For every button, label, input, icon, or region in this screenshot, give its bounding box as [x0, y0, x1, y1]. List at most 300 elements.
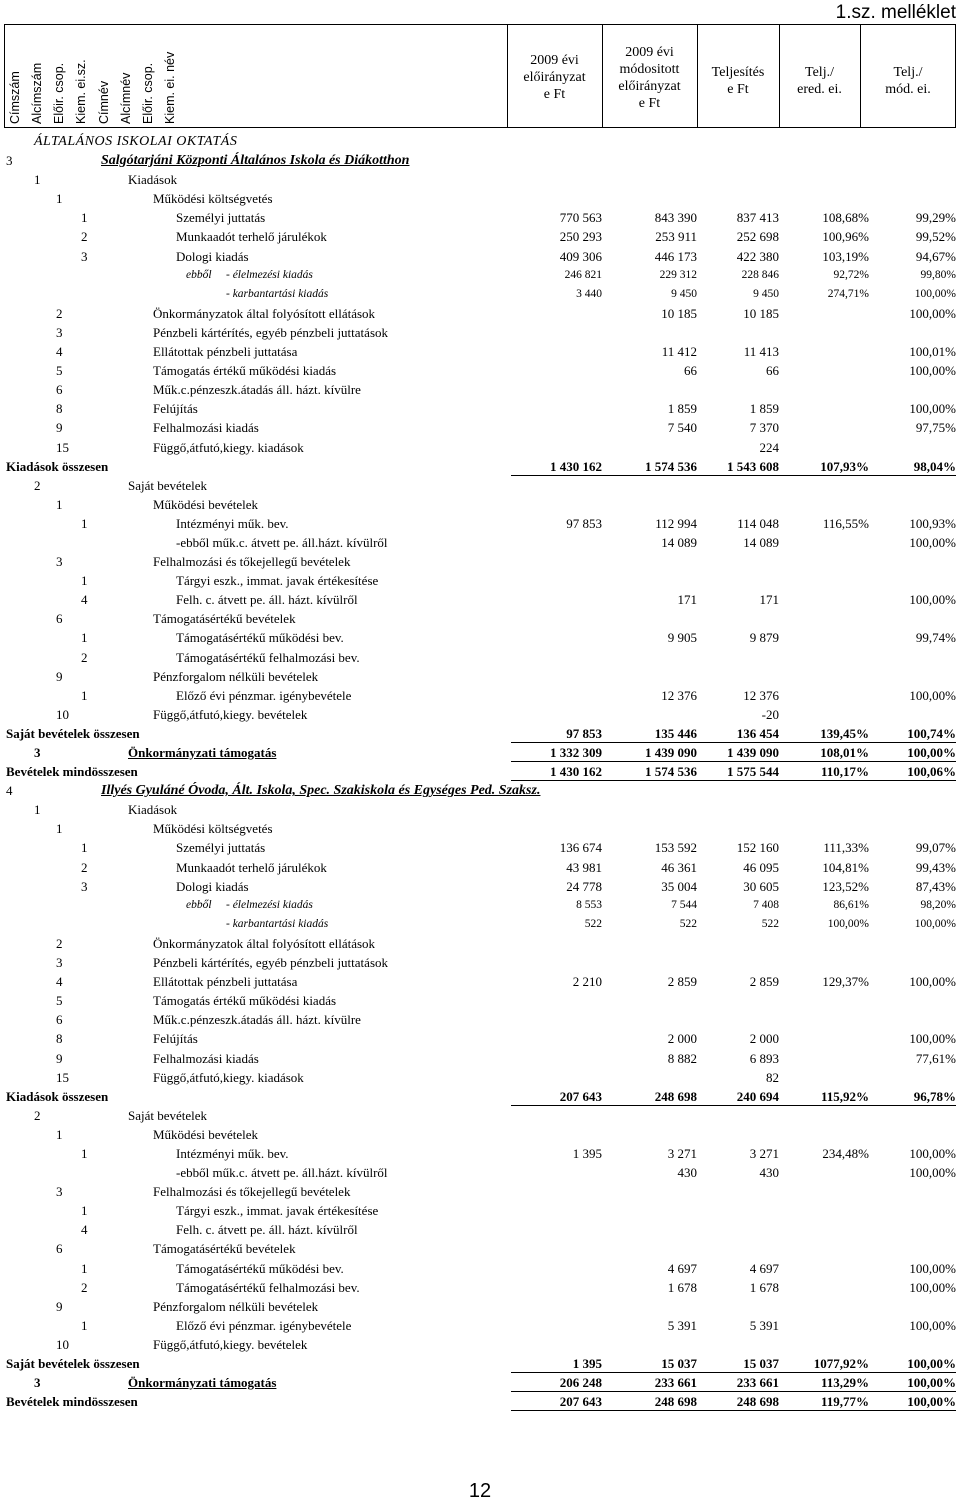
- row-label: Felújítás: [153, 401, 198, 417]
- value-cell: 139,45%: [820, 725, 869, 741]
- value-cell: 152 160: [736, 840, 779, 856]
- value-cell: 1 678: [749, 1279, 779, 1295]
- value-cell: 94,67%: [915, 248, 956, 264]
- row-label: Munkaadót terhelő járulékok: [176, 859, 327, 875]
- table-row: [4, 571, 956, 590]
- value-cell: 446 173: [654, 248, 697, 264]
- value-cell: 100,00%: [909, 363, 956, 379]
- value-cell: 2 210: [572, 974, 602, 990]
- value-cell: 5 391: [667, 1317, 697, 1333]
- total-label: Önkormányzati támogatás: [128, 745, 277, 760]
- header-vertical-label: Előir. csop.: [141, 62, 155, 124]
- row-label: Önkormányzatok által folyósított ellátások: [153, 935, 376, 951]
- value-cell: 250 293: [559, 229, 602, 245]
- value-cell: 770 563: [559, 210, 602, 226]
- row-code: 10: [56, 706, 69, 722]
- section-title: ÁLTALÁNOS ISKOLAI OKTATÁS: [34, 134, 238, 149]
- row-code: 6: [56, 1241, 63, 1257]
- header-vertical-label: Címnév: [97, 80, 111, 124]
- value-cell: 2 859: [749, 974, 779, 990]
- table-row: [4, 934, 956, 953]
- table-row: [4, 1029, 956, 1048]
- table-row: [4, 1316, 956, 1335]
- value-cell: 97,75%: [915, 420, 956, 436]
- value-cell: 207 643: [559, 1394, 602, 1410]
- total-label: Saját bevételek összesen: [6, 1356, 140, 1371]
- value-cell: 233 661: [654, 1375, 697, 1391]
- row-label: - élelmezési kiadás: [226, 268, 313, 281]
- value-cell: 119,77%: [820, 1394, 869, 1410]
- value-cell: 1 395: [572, 1356, 602, 1371]
- value-cell: 100,00%: [827, 917, 869, 930]
- value-cell: 100,00%: [909, 1031, 956, 1047]
- row-code: 2: [81, 859, 88, 875]
- row-label: Tárgyi eszk., immat. javak értékesítése: [176, 1203, 379, 1219]
- value-cell: 1 439 090: [645, 745, 697, 760]
- value-cell: 114 048: [737, 515, 779, 531]
- value-cell: 1 430 162: [550, 764, 602, 780]
- row-label: - élelmezési kiadás: [226, 898, 313, 911]
- row-label: Pénzbeli kártérítés, egyéb pénzbeli juttatások: [153, 955, 388, 971]
- value-cell: 12 376: [661, 687, 697, 703]
- value-cell: 171: [677, 592, 697, 608]
- value-cell: 136 454: [736, 725, 779, 741]
- value-cell: 30 605: [743, 878, 779, 894]
- row-code: 3: [56, 955, 63, 971]
- row-label: Saját bevételek: [128, 477, 208, 493]
- value-cell: 100,00%: [909, 687, 956, 703]
- total-label: Kiadások összesen: [6, 1088, 109, 1104]
- row-code: 3: [56, 324, 63, 340]
- row-code: 15: [56, 1069, 69, 1085]
- annex-label: 1.sz. melléklet: [835, 2, 956, 23]
- value-cell: 100,00%: [909, 1145, 956, 1161]
- row-label: Támogatásértékű felhalmozási bev.: [176, 1279, 360, 1295]
- value-cell: 100,00%: [909, 1317, 956, 1333]
- value-cell: 82: [766, 1069, 779, 1085]
- table-row: [4, 877, 956, 896]
- value-cell: 99,43%: [915, 859, 956, 875]
- value-cell: 135 446: [654, 725, 697, 741]
- row-label: - karbantartási kiadás: [226, 287, 329, 300]
- table-row: [4, 953, 956, 972]
- value-cell: 100,00%: [907, 745, 956, 760]
- row-label: -ebből műk.c. átvett pe. áll.házt. kívülről: [176, 534, 388, 550]
- row-label: Intézményi műk. bev.: [176, 515, 289, 531]
- value-cell: 240 694: [736, 1088, 779, 1104]
- row-label: Ellátottak pénzbeli juttatása: [153, 344, 298, 360]
- table-row: [4, 1259, 956, 1278]
- value-cell: 87,43%: [915, 878, 956, 894]
- table-row: [4, 457, 956, 476]
- table-row: [4, 1201, 956, 1220]
- header-vertical-label: Alcímnév: [119, 72, 133, 124]
- value-cell: 3 271: [749, 1145, 779, 1161]
- row-label: Intézményi műk. bev.: [176, 1145, 289, 1161]
- table-row: [4, 800, 956, 819]
- value-cell: 15 037: [661, 1356, 697, 1371]
- total-label: Saját bevételek összesen: [6, 725, 140, 741]
- table-row: [4, 1163, 956, 1182]
- row-code: 1: [81, 1317, 88, 1333]
- value-cell: 274,71%: [827, 287, 869, 300]
- value-cell: 103,19%: [822, 248, 869, 264]
- table-row: [4, 533, 956, 552]
- table-row: [4, 189, 956, 208]
- value-cell: 1 430 162: [550, 458, 602, 474]
- table-row: [4, 667, 956, 686]
- value-cell: 100,00%: [914, 917, 956, 930]
- table-row: [4, 762, 956, 781]
- row-prefix: ebből: [186, 268, 212, 281]
- value-cell: 100,00%: [909, 1165, 956, 1181]
- value-cell: 522: [761, 917, 779, 930]
- value-cell: 8 882: [667, 1050, 697, 1066]
- value-cell: 9 879: [749, 630, 779, 646]
- value-cell: 15 037: [743, 1356, 779, 1371]
- value-cell: 1 574 536: [645, 458, 697, 474]
- value-cell: 248 698: [654, 1394, 697, 1410]
- table-row: [4, 247, 956, 266]
- table-row: [4, 1125, 956, 1144]
- value-cell: 100,00%: [909, 1260, 956, 1276]
- header-vertical-label: Kiem. ei. név: [163, 51, 177, 124]
- row-label: Függő,átfutó,kiegy. kiadások: [153, 1069, 304, 1085]
- table-row: [4, 858, 956, 877]
- value-cell: 99,29%: [915, 210, 956, 226]
- row-code: 1: [34, 802, 41, 818]
- value-cell: 5 391: [749, 1317, 779, 1333]
- row-code: 3: [81, 248, 88, 264]
- value-cell: 4 697: [749, 1260, 779, 1276]
- value-cell: 1 678: [667, 1279, 697, 1295]
- row-label: Tárgyi eszk., immat. javak értékesítése: [176, 573, 379, 589]
- value-cell: 100,93%: [909, 515, 956, 531]
- value-cell: 1 543 608: [727, 458, 779, 474]
- value-cell: 11 413: [743, 344, 779, 360]
- table-row: [4, 648, 956, 667]
- value-cell: 843 390: [654, 210, 697, 226]
- value-cell: 8 553: [576, 898, 602, 911]
- value-cell: 97 853: [566, 515, 602, 531]
- row-label: Támogatásértékű bevételek: [153, 611, 296, 627]
- value-cell: 100,00%: [909, 305, 956, 321]
- header-col-modified: 2009 évi módositott előirányzat e Ft: [618, 45, 681, 111]
- value-cell: 430: [677, 1165, 697, 1181]
- row-code: 2: [34, 1107, 41, 1123]
- row-label: Működési bevételek: [153, 1126, 259, 1142]
- table-row: [4, 896, 956, 915]
- row-code: 1: [56, 1126, 63, 1142]
- row-code: 1: [81, 1260, 88, 1276]
- table-row: [4, 227, 956, 246]
- table-row: [4, 1335, 956, 1354]
- row-label: Kiadások: [128, 802, 178, 818]
- value-cell: 1 332 309: [550, 745, 602, 760]
- value-cell: 46 361: [661, 859, 697, 875]
- row-code: 5: [56, 993, 63, 1009]
- row-code: 1: [34, 172, 41, 188]
- value-cell: -20: [761, 706, 779, 722]
- value-cell: 111,33%: [823, 840, 869, 856]
- table-row: [4, 1106, 956, 1125]
- table-row: [4, 1144, 956, 1163]
- row-label: Előző évi pénzmar. igénybevétele: [176, 1317, 352, 1333]
- value-cell: 1 859: [749, 401, 779, 417]
- value-cell: 35 004: [661, 878, 697, 894]
- total-label: Bevételek mindösszesen: [6, 764, 138, 780]
- table-row: [4, 552, 956, 571]
- value-cell: 248 698: [736, 1394, 779, 1410]
- table-row: [4, 743, 956, 762]
- institution-name: Illyés Gyuláné Óvoda, Ált. Iskola, Spec. Szakiskola és Egységes Ped. Szaksz.: [101, 783, 541, 799]
- value-cell: 10 185: [661, 305, 697, 321]
- table-row: [4, 1354, 956, 1373]
- table-row: [4, 1392, 956, 1411]
- value-cell: 115,92%: [820, 1088, 869, 1104]
- value-cell: 9 905: [667, 630, 697, 646]
- value-cell: 77,61%: [915, 1050, 956, 1066]
- row-label: Felhalmozási kiadás: [153, 420, 259, 436]
- table-row: [4, 151, 956, 170]
- table-row: [4, 1220, 956, 1239]
- value-cell: 92,72%: [833, 268, 869, 281]
- row-label: Pénzforgalom nélküli bevételek: [153, 668, 319, 684]
- value-cell: 2 859: [667, 974, 697, 990]
- row-label: Felújítás: [153, 1031, 198, 1047]
- value-cell: 206 248: [559, 1375, 602, 1391]
- value-cell: 97 853: [566, 725, 602, 741]
- header-col-ratio-original: Telj./ ered. ei.: [797, 65, 842, 97]
- value-cell: 248 698: [654, 1088, 697, 1104]
- row-code: 8: [56, 1031, 63, 1047]
- value-cell: 100,00%: [909, 401, 956, 417]
- value-cell: 100,74%: [907, 725, 956, 741]
- row-code: 3: [56, 554, 63, 570]
- row-code: 3: [56, 1184, 63, 1200]
- value-cell: 99,52%: [915, 229, 956, 245]
- table-row: [4, 972, 956, 991]
- row-label: Támogatásértékű működési bev.: [176, 1260, 344, 1276]
- table-row: [4, 170, 956, 189]
- value-cell: 43 981: [566, 859, 602, 875]
- row-code: 6: [56, 1012, 63, 1028]
- row-label: Pénzbeli kártérítés, egyéb pénzbeli juttatások: [153, 324, 388, 340]
- value-cell: 422 380: [736, 248, 779, 264]
- value-cell: 9 450: [753, 287, 779, 300]
- row-prefix: ebből: [186, 898, 212, 911]
- value-cell: 100,00%: [907, 1356, 956, 1371]
- value-cell: 234,48%: [822, 1145, 869, 1161]
- row-label: Támogatásértékű működési bev.: [176, 630, 344, 646]
- row-code: 1: [81, 573, 88, 589]
- row-label: Felh. c. átvett pe. áll. házt. kívülről: [176, 592, 358, 608]
- row-label: Működési bevételek: [153, 496, 259, 512]
- row-label: Dologi kiadás: [176, 878, 249, 894]
- institution-name: Salgótarjáni Központi Általános Iskola és Diákotthon: [101, 153, 410, 169]
- value-cell: 100,06%: [907, 764, 956, 780]
- value-cell: 66: [766, 363, 779, 379]
- value-cell: 100,01%: [909, 344, 956, 360]
- value-cell: 837 413: [736, 210, 779, 226]
- row-code: 9: [56, 1050, 63, 1066]
- value-cell: 11 412: [661, 344, 697, 360]
- table-row: [4, 1010, 956, 1029]
- value-cell: 253 911: [655, 229, 697, 245]
- value-cell: 108,68%: [822, 210, 869, 226]
- row-label: Felhalmozási kiadás: [153, 1050, 259, 1066]
- table-row: [4, 361, 956, 380]
- row-label: Támogatásértékű felhalmozási bev.: [176, 649, 360, 665]
- value-cell: 99,74%: [915, 630, 956, 646]
- value-cell: 2 000: [667, 1031, 697, 1047]
- value-cell: 100,00%: [909, 974, 956, 990]
- value-cell: 233 661: [736, 1375, 779, 1391]
- value-cell: 96,78%: [913, 1088, 956, 1104]
- row-code: 2: [81, 229, 88, 245]
- value-cell: 7 540: [667, 420, 697, 436]
- row-code: 6: [56, 611, 63, 627]
- row-code: 1: [56, 821, 63, 837]
- value-cell: 1 439 090: [727, 745, 779, 760]
- value-cell: 6 893: [749, 1050, 779, 1066]
- row-label: Támogatásértékű bevételek: [153, 1241, 296, 1257]
- value-cell: 107,93%: [820, 458, 869, 474]
- row-label: -ebből műk.c. átvett pe. áll.házt. kívülről: [176, 1165, 388, 1181]
- row-label: Személyi juttatás: [176, 840, 266, 856]
- table-row: [4, 1068, 956, 1087]
- value-cell: 108,01%: [820, 745, 869, 760]
- value-cell: 24 778: [566, 878, 602, 894]
- row-code: 4: [56, 974, 63, 990]
- value-cell: 1 574 536: [645, 764, 697, 780]
- row-label: - karbantartási kiadás: [226, 917, 329, 930]
- table-row: [4, 1087, 956, 1106]
- table-row: [4, 781, 956, 800]
- value-cell: 3 271: [667, 1145, 697, 1161]
- row-code: 1: [81, 210, 88, 226]
- row-code: 1: [81, 687, 88, 703]
- value-cell: 123,52%: [822, 878, 869, 894]
- row-label: Függő,átfutó,kiegy. bevételek: [153, 706, 308, 722]
- row-label: Felhalmozási és tőkejellegű bevételek: [153, 554, 351, 570]
- row-label: Működési költségvetés: [153, 191, 273, 207]
- value-cell: 100,96%: [822, 229, 869, 245]
- value-cell: 9 450: [671, 287, 697, 300]
- row-label: Támogatás értékű működési kiadás: [153, 363, 337, 379]
- row-label: Felh. c. átvett pe. áll. házt. kívülről: [176, 1222, 358, 1238]
- row-code: 2: [56, 935, 63, 951]
- value-cell: 207 643: [559, 1088, 602, 1104]
- value-cell: 98,04%: [913, 458, 956, 474]
- table-row: [4, 724, 956, 743]
- table-row: [4, 1239, 956, 1258]
- value-cell: 100,00%: [907, 1375, 956, 1391]
- value-cell: 100,00%: [914, 287, 956, 300]
- table-row: [4, 285, 956, 304]
- value-cell: 7 370: [749, 420, 779, 436]
- value-cell: 3 440: [576, 287, 602, 300]
- value-cell: 7 544: [671, 898, 697, 911]
- row-label: Függő,átfutó,kiegy. kiadások: [153, 439, 304, 455]
- table-row: [4, 266, 956, 285]
- row-label: Felhalmozási és tőkejellegű bevételek: [153, 1184, 351, 1200]
- row-label: Működési költségvetés: [153, 821, 273, 837]
- value-cell: 99,07%: [915, 840, 956, 856]
- value-cell: 7 408: [753, 898, 779, 911]
- value-cell: 100,00%: [909, 592, 956, 608]
- row-code: 1: [56, 191, 63, 207]
- value-cell: 246 821: [564, 268, 602, 281]
- table-row: [4, 323, 956, 342]
- value-cell: 252 698: [736, 229, 779, 245]
- page-number: 12: [468, 1480, 492, 1502]
- table-row: [4, 132, 956, 151]
- value-cell: 522: [679, 917, 697, 930]
- row-label: Függő,átfutó,kiegy. bevételek: [153, 1336, 308, 1352]
- value-cell: 153 592: [654, 840, 697, 856]
- table-row: [4, 590, 956, 609]
- row-code: 4: [81, 1222, 88, 1238]
- row-label: Saját bevételek: [128, 1107, 208, 1123]
- row-code: 1: [81, 1145, 88, 1161]
- row-label: Kiadások: [128, 172, 178, 188]
- row-code: 8: [56, 401, 63, 417]
- value-cell: 1 859: [667, 401, 697, 417]
- row-label: Műk.c.pénzeszk.átadás áll. házt. kívülre: [153, 382, 361, 398]
- value-cell: 104,81%: [822, 859, 869, 875]
- row-code: 3: [6, 153, 13, 169]
- value-cell: 110,17%: [820, 764, 869, 780]
- row-code: 3: [34, 745, 41, 760]
- row-label: Ellátottak pénzbeli juttatása: [153, 974, 298, 990]
- row-code: 1: [81, 630, 88, 646]
- table-row: [4, 838, 956, 857]
- value-cell: 409 306: [559, 248, 602, 264]
- value-cell: 46 095: [743, 859, 779, 875]
- row-code: 1: [56, 496, 63, 512]
- header-vertical-label: Előir. csop.: [52, 62, 66, 124]
- row-code: 9: [56, 668, 63, 684]
- row-label: Támogatás értékű működési kiadás: [153, 993, 337, 1009]
- total-underline: [511, 1410, 956, 1411]
- value-cell: 113,29%: [820, 1375, 869, 1391]
- table-row: [4, 1297, 956, 1316]
- row-label: Pénzforgalom nélküli bevételek: [153, 1298, 319, 1314]
- value-cell: 100,00%: [909, 1279, 956, 1295]
- table-row: [4, 438, 956, 457]
- row-code: 10: [56, 1336, 69, 1352]
- header-col-ratio-modified: Telj./ mód. ei.: [885, 65, 931, 97]
- row-label: Műk.c.pénzeszk.átadás áll. házt. kívülre: [153, 1012, 361, 1028]
- table-row: [4, 1373, 956, 1392]
- table-row: [4, 705, 956, 724]
- row-code: 2: [81, 1279, 88, 1295]
- value-cell: 224: [759, 439, 779, 455]
- value-cell: 100,00%: [907, 1394, 956, 1410]
- row-code: 9: [56, 1298, 63, 1314]
- value-cell: 1 395: [572, 1145, 602, 1161]
- table-row: [4, 1049, 956, 1068]
- value-cell: 66: [684, 363, 697, 379]
- value-cell: 430: [759, 1165, 779, 1181]
- table-row: [4, 476, 956, 495]
- table-row: [4, 495, 956, 514]
- value-cell: 14 089: [743, 534, 779, 550]
- table-row: [4, 418, 956, 437]
- row-code: 4: [81, 592, 88, 608]
- value-cell: 136 674: [559, 840, 602, 856]
